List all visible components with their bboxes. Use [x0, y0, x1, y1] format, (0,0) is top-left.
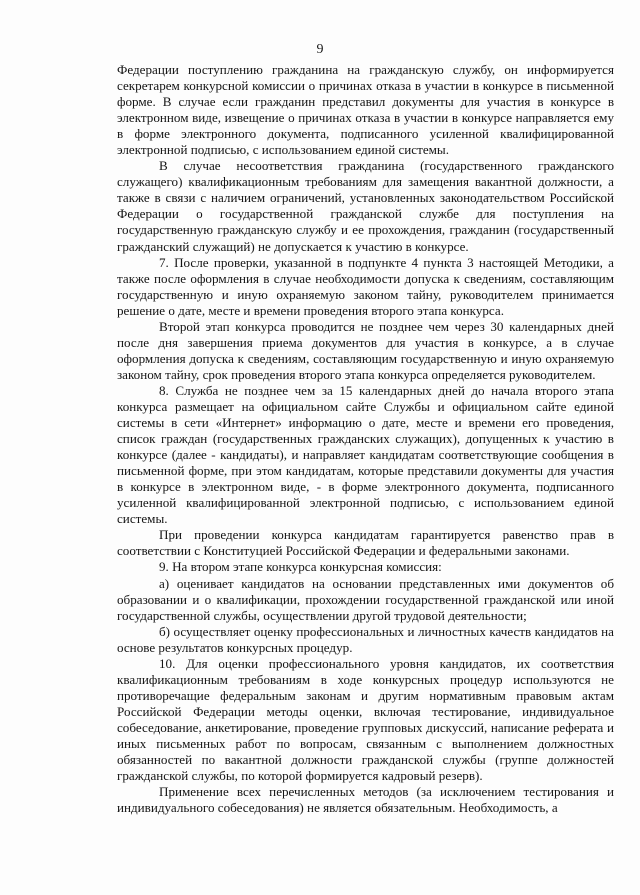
paragraph-item-7: 7. После проверки, указанной в подпункте 4 пункта 3 настоящей Методики, а также после оформления в случае необходимости допуска к сведениям, составляющим государственную и иную охраняемую законом тайну, руководителем принимается решение о дате, месте и времени проведения второго этапа конкурса. [117, 254, 614, 318]
paragraph-noncompliance: В случае несоответствия гражданина (государственного гражданского служащего) квалификационным требованиям для замещения вакантной должности, а также в связи с наличием ограничений, установленных законодательством Российской Федерации о государственной гражданской службе для поступления на государственную гражданскую службу и ее прохождения, гражданин (государственный гражданский служащий) не допускается к участию в конкурсе. [117, 158, 614, 254]
paragraph-second-stage-timing: Второй этап конкурса проводится не позднее чем через 30 календарных дней после дня завершения приема документов для участия в конкурсе, а в случае оформления допуска к сведениям, составляющим государственную и иную охраняемую законом тайну, срок проведения второго этапа конкурса определяется руководителем. [117, 318, 614, 382]
paragraph-item-9b: б) осуществляет оценку профессиональных и личностных качеств кандидатов на основе результатов конкурсных процедур. [117, 623, 614, 655]
paragraph-item-9a: а) оценивает кандидатов на основании представленных ими документов об образовании и о квалификации, прохождении государственной гражданской или иной государственной службы, осуществлении другой трудовой деятельности; [117, 575, 614, 623]
paragraph-item-10: 10. Для оценки профессионального уровня кандидатов, их соответствия квалификационным требованиям в ходе конкурсных процедур используются не противоречащие федеральным законам и другим нормативным правовым актам Российской Федерации методы оценки, включая тестирование, индивидуальное собеседование, анкетирование, проведение групповых дискуссий, написание реферата и иных письменных работ по вопросам, связанным с выполнением должностных обязанностей по вакантной должности гражданской службы (группе должностей гражданской службы, по которой формируется кадровый резерв). [117, 655, 614, 784]
paragraph-item-9: 9. На втором этапе конкурса конкурсная комиссия: [159, 559, 442, 575]
paragraph-methods-usage: Применение всех перечисленных методов (за исключением тестирования и индивидуального собеседования) не является обязательным. Необходимость, а [117, 784, 614, 816]
paragraph-continuation: Федерации поступлению гражданина на гражданскую службу, он информируется секретарем конкурсной комиссии о причинах отказа в участии в конкурсе в письменной форме. В случае если гражданин представил документы для участия в конкурсе в электронном виде, извещение о причинах отказа в участии в конкурсе направляется ему в форме электронного документа, подписанного усиленной квалифицированной электронной подписью, с использованием единой системы. [117, 62, 614, 158]
page-number: 9 [316, 42, 324, 57]
paragraph-item-8: 8. Служба не позднее чем за 15 календарных дней до начала второго этапа конкурса размещает на официальном сайте Службы и официальном сайте единой системы в сети «Интернет» информацию о дате, месте и времени его проведения, список граждан (государственных гражданских служащих), допущенных к участию в конкурсе (далее - кандидаты), и направляет кандидатам соответствующие сообщения в письменной форме, при этом кандидатам, которые представили документы для участия в конкурсе в электронном виде, - в форме электронного документа, подписанного усиленной квалифицированной электронной подписью, с использованием единой системы. [117, 382, 614, 527]
document-body [117, 62, 614, 816]
paragraph-equal-rights: При проведении конкурса кандидатам гарантируется равенство прав в соответствии с Конституцией Российской Федерации и федеральными законами. [117, 527, 614, 559]
